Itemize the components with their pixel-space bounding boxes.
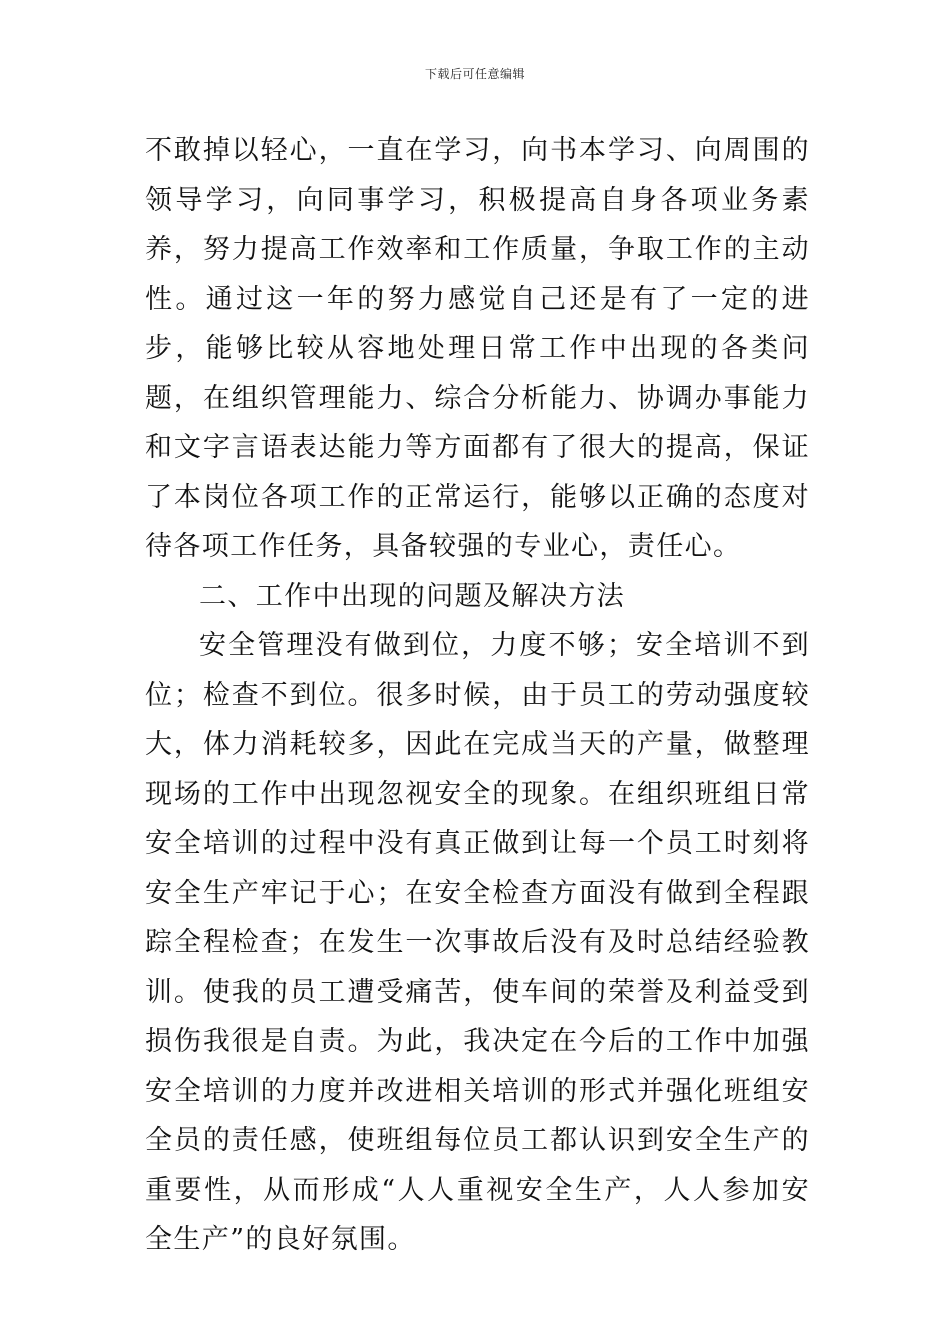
document-body: [145, 126, 810, 1265]
paragraph-problems: 安全管理没有做到位，力度不够；安全培训不到位；检查不到位。很多时候，由于员工的劳动强度较大，体力消耗较多，因此在完成当天的产量，做整理现场的工作中出现忽视安全的现象。在组织班组日常安全培训的过程中没有真正做到让每一个员工时刻将安全生产牢记于心；在安全检查方面没有做到全程跟踪全程检查；在发生一次事故后没有及时总结经验教训。使我的员工遭受痛苦，使车间的荣誉及利益受到损伤我很是自责。为此，我决定在今后的工作中加强安全培训的力度并改进相关培训的形式并强化班组安全员的责任感，使班组每位员工都认识到安全生产的重要性，从而形成“人人重视安全生产，人人参加安全生产”的良好氛围。: [145, 630, 810, 1255]
paragraph-continuation: 不敢掉以轻心，一直在学习，向书本学习、向周围的领导学习，向同事学习，积极提高自身各项业务素养，努力提高工作效率和工作质量，争取工作的主动性。通过这一年的努力感觉自己还是有了一定的进步，能够比较从容地处理日常工作中出现的各类问题，在组织管理能力、综合分析能力、协调办事能力和文字言语表达能力等方面都有了很大的提高，保证了本岗位各项工作的正常运行，能够以正确的态度对待各项工作任务，具备较强的专业心，责任心。: [145, 135, 810, 562]
header-note: 下载后可任意编辑: [424, 67, 525, 81]
section-heading: 二、工作中出现的问题及解决方法: [199, 580, 625, 612]
